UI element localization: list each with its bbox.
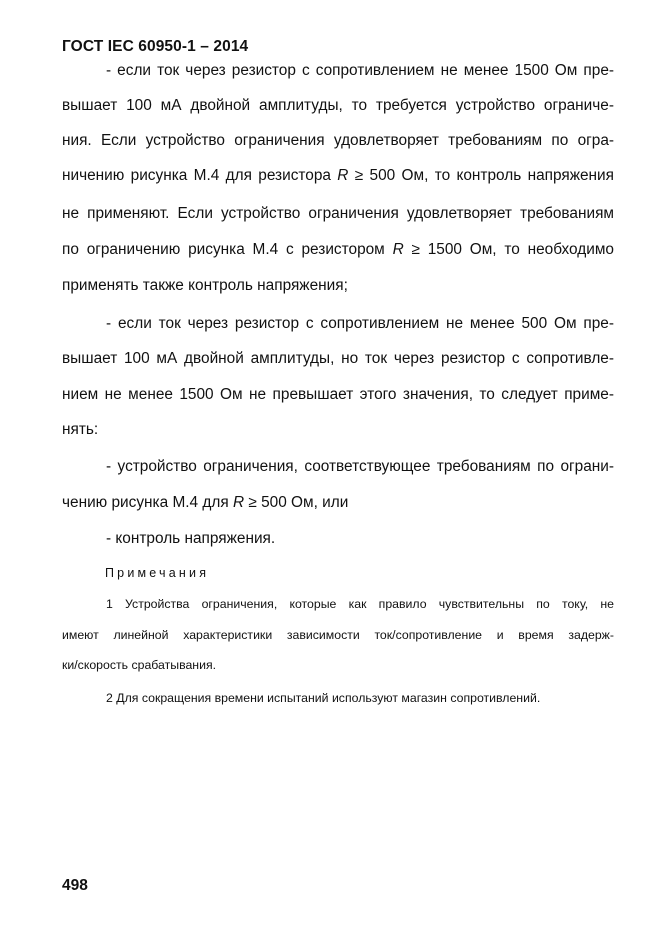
body-line <box>62 494 348 512</box>
body-line <box>62 241 614 259</box>
resistance-symbol: R <box>232 494 245 511</box>
body-line: - устройство ограничения, соответствующее требованиям по ограни- <box>106 458 614 475</box>
note-line: ки/скорость срабатывания. <box>62 658 217 672</box>
body-line: вышает 100 мА двойной амплитуды, но ток через резистор с сопротивле- <box>62 350 614 367</box>
body-line <box>62 167 614 185</box>
note-line: 2 Для сокращения времени испытаний используют магазин сопротивлений. <box>106 691 541 705</box>
body-line: ния. Если устройство ограничения удовлетворяет требованиям по огра- <box>62 132 614 149</box>
note-line: имеют линейной характеристики зависимости ток/сопротивление и время задерж- <box>62 628 614 642</box>
text-run: по ограничению рисунка М.4 с резистором <box>62 241 393 258</box>
body-line: - если ток через резистор с сопротивлением не менее 1500 Ом пре- <box>106 62 614 79</box>
text-run: чению рисунка М.4 для <box>62 494 233 511</box>
resistance-symbol: R <box>392 241 404 258</box>
body-line: - если ток через резистор с сопротивлением не менее 500 Ом пре- <box>106 315 614 332</box>
note-line: 1 Устройства ограничения, которые как правило чувствительны по току, не <box>106 597 614 611</box>
page-number: 498 <box>62 877 88 894</box>
resistance-symbol: R <box>337 167 349 184</box>
text-run: ≥ 500 Ом, или <box>244 494 349 511</box>
body-line: вышает 100 мА двойной амплитуды, то требуется устройство ограниче- <box>62 97 614 114</box>
body-line: нием не менее 1500 Ом не превышает этого значения, то следует приме- <box>62 386 614 403</box>
text-run: ≥ 500 Ом, то контроль напряжения <box>348 167 614 184</box>
body-line: - контроль напряжения. <box>106 530 276 547</box>
text-run: ≥ 1500 Ом, то необходимо <box>403 241 614 258</box>
document-header: ГОСТ IEC 60950-1 – 2014 <box>62 38 249 55</box>
body-line: не применяют. Если устройство ограничения удовлетворяет требованиям <box>62 205 614 222</box>
notes-heading: Примечания <box>105 566 210 580</box>
body-line: применять также контроль напряжения; <box>62 277 348 294</box>
body-line: нять: <box>62 421 99 438</box>
text-run: ничению рисунка М.4 для резистора <box>62 167 338 184</box>
